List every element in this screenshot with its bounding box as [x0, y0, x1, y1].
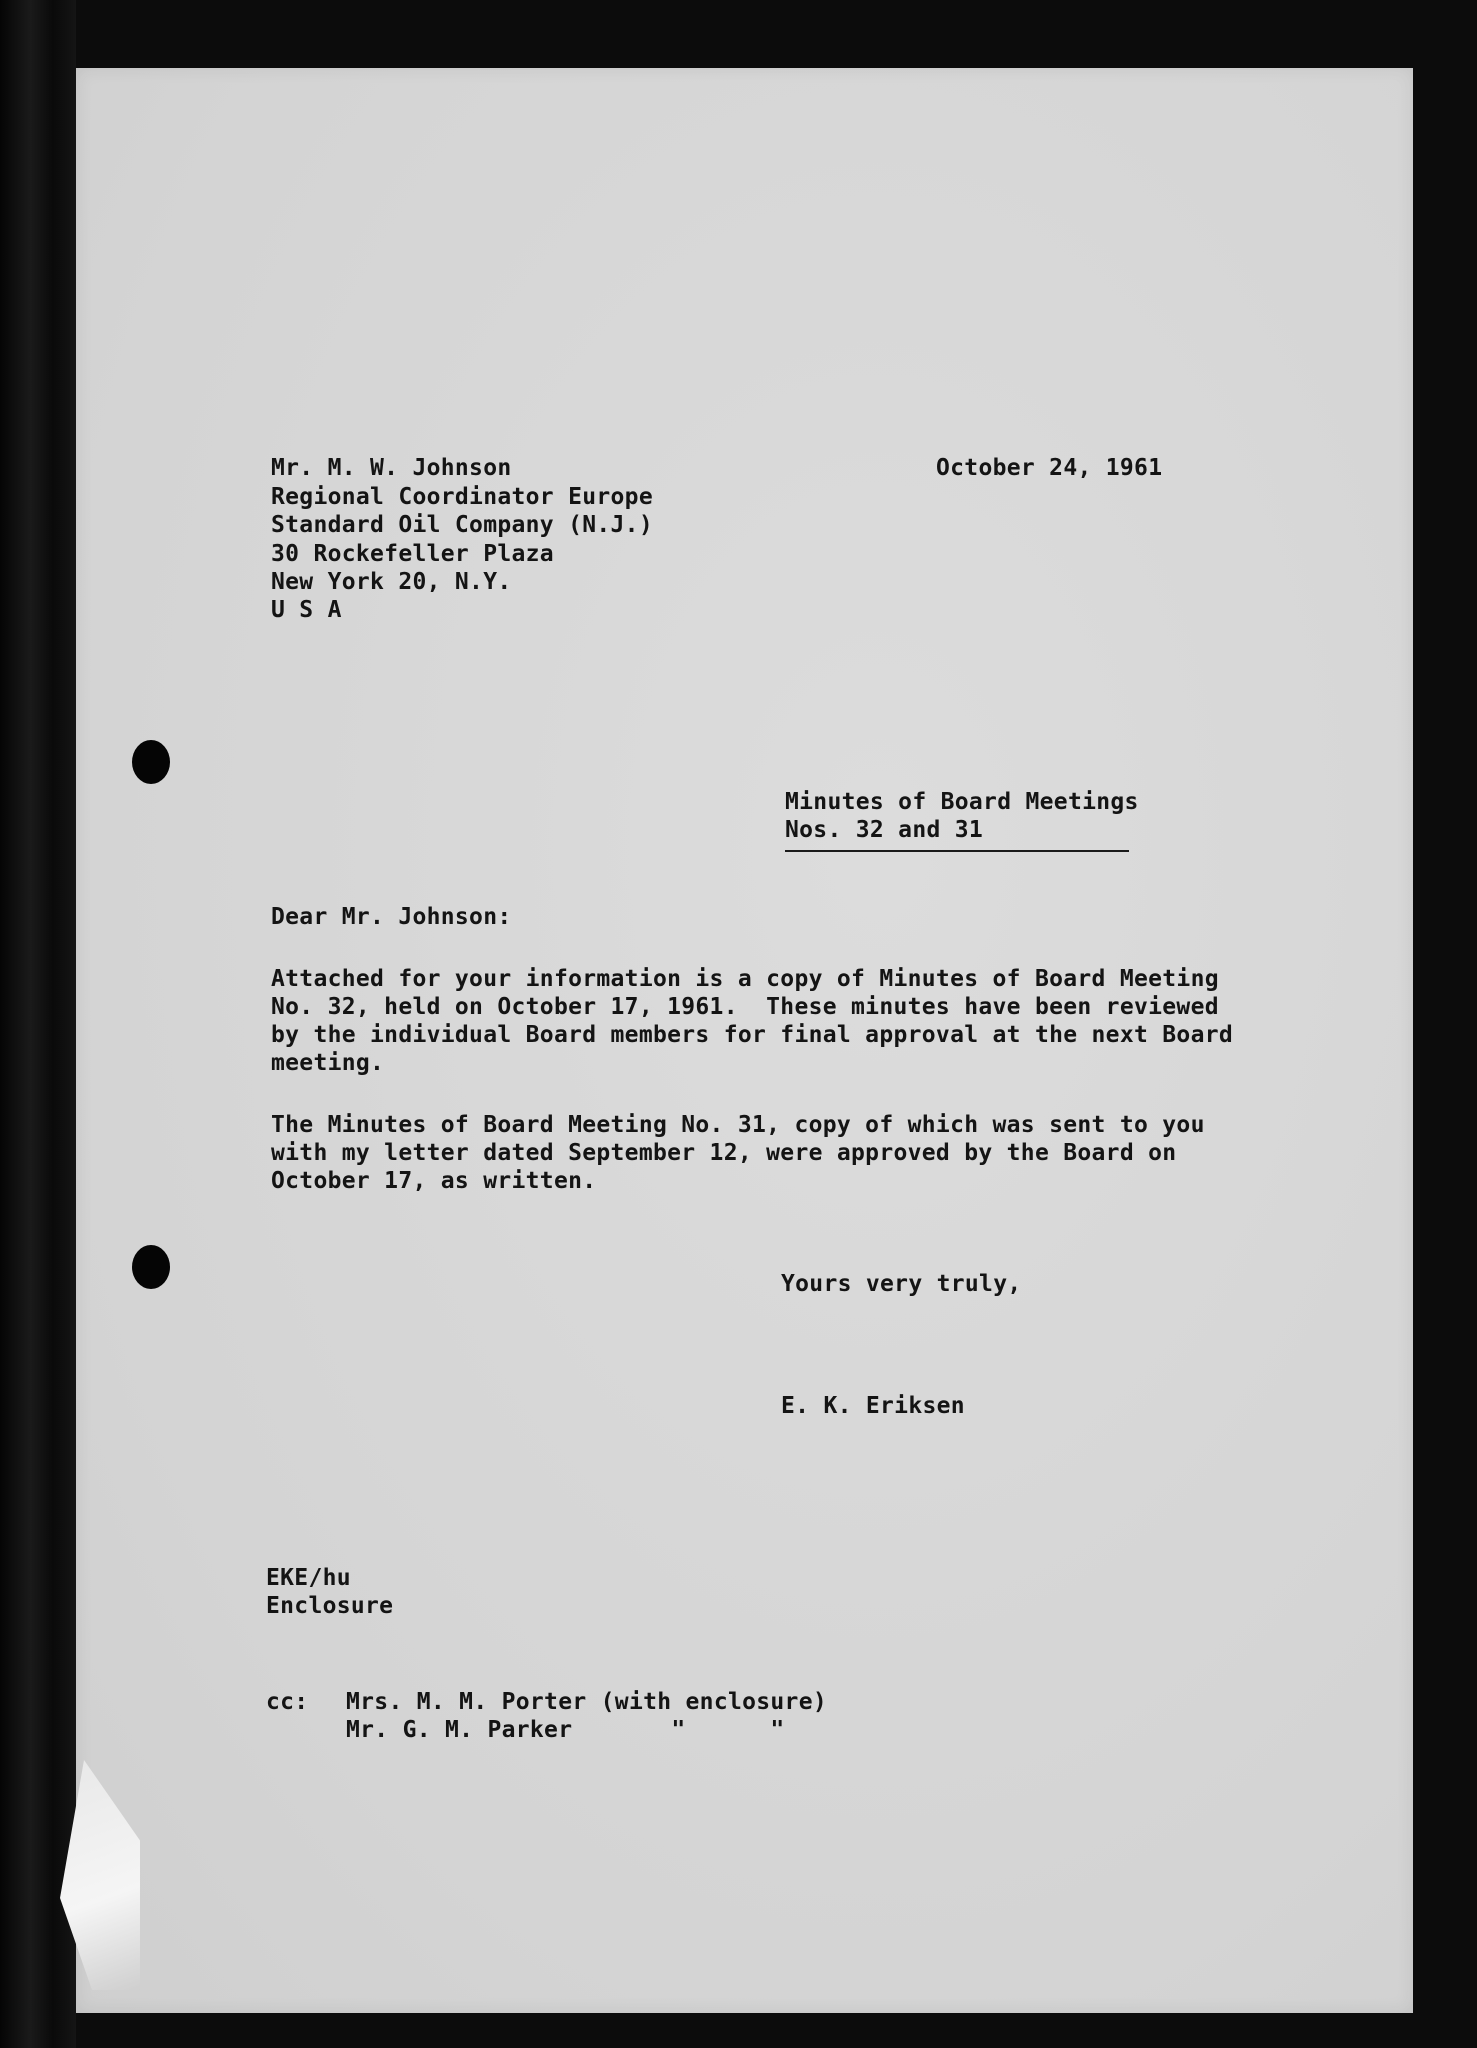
signatory: E. K. Eriksen [781, 1393, 965, 1419]
paragraph-2-line: The Minutes of Board Meeting No. 31, copy of which was sent to you [271, 1112, 1205, 1138]
subject-underline [785, 850, 1129, 852]
letter-date: October 24, 1961 [936, 455, 1163, 481]
recipient-street: 30 Rockefeller Plaza [271, 541, 554, 567]
recipient-country: U S A [271, 597, 342, 623]
closing: Yours very truly, [781, 1271, 1022, 1297]
binder-strip [0, 0, 76, 2048]
recipient-name: Mr. M. W. Johnson [271, 455, 512, 481]
reference-initials: EKE/hu [266, 1565, 351, 1591]
recipient-city: New York 20, N.Y. [271, 569, 512, 595]
paragraph-1-line: No. 32, held on October 17, 1961. These minutes have been reviewed [271, 994, 1219, 1020]
enclosure-note: Enclosure [266, 1593, 394, 1619]
paragraph-2-line: with my letter dated September 12, were approved by the Board on [271, 1140, 1177, 1166]
recipient-company: Standard Oil Company (N.J.) [271, 512, 653, 538]
salutation: Dear Mr. Johnson: [271, 904, 512, 930]
letter-page [76, 68, 1413, 2013]
punch-hole-bottom [132, 1245, 170, 1289]
punch-hole-top [132, 740, 170, 784]
cc-label: cc: [266, 1689, 309, 1715]
paragraph-1-line: Attached for your information is a copy of Minutes of Board Meeting [271, 966, 1219, 992]
recipient-title: Regional Coordinator Europe [271, 484, 653, 510]
paragraph-2-line: October 17, as written. [271, 1168, 597, 1194]
cc-entry: Mrs. M. M. Porter (with enclosure) [346, 1689, 828, 1715]
paragraph-1-line: meeting. [271, 1050, 385, 1076]
subject-line-2: Nos. 32 and 31 [785, 817, 984, 843]
cc-entry: Mr. G. M. Parker " " [346, 1717, 785, 1743]
paragraph-1-line: by the individual Board members for final approval at the next Board [271, 1022, 1234, 1048]
subject-line-1: Minutes of Board Meetings [785, 789, 1139, 815]
